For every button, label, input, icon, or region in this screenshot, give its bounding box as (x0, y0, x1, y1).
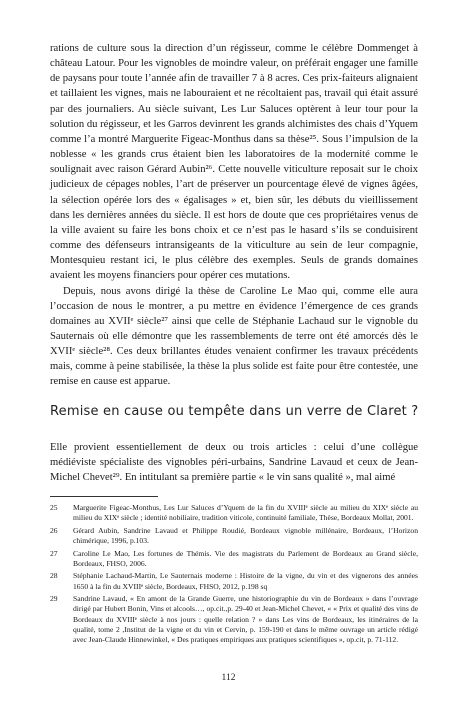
footnote-number: 27 (50, 548, 58, 558)
footnote-text: Sandrine Lavaud, « En amont de la Grande Guerre, une historiographie du vin de Bordeaux » dans l’ouvrage dirigé par Hubert Bonin, Vins et alcools…, op.cit.,p. 29-40 et Jean-Michel Chevet, « « Prix et qualité des vins de Bordeaux du XVIIIᵉ siècle à nos jours : quelle relation ? » dans Les vins de Bordeaux, les itinéraires de la qualité, tome 2 ,Institut de la vigne et du vin et Cervin, p. 159-190 et dans le même ouvrage un article rédigé avec Jean-Claude Hinnewinkel, « Des pratiques empiriques aux pratiques scientifiques », op.cit, p. 71-112. (73, 594, 418, 645)
footnote-text: Caroline Le Mao, Les fortunes de Thémis. Vie des magistrats du Parlement de Bordeaux au Grand siècle, Bordeaux, FHSO, 2006. (73, 548, 418, 568)
footnote (50, 503, 418, 524)
footnote-number: 25 (50, 503, 58, 512)
footnote (50, 526, 418, 547)
body-text (50, 41, 418, 390)
footnotes (50, 503, 418, 648)
footnote (50, 571, 418, 592)
footnote (50, 549, 418, 570)
footnote-number: 28 (50, 571, 58, 581)
paragraph: Elle provient essentiellement de deux ou trois articles : celui d’une collègue médiéviste spécialiste des vignobles péri-urbains, Sandrine Lavaud et ceux de Jean-Michel Chevet²⁹. En intitulant sa première partie « le vin sans qualité », mal aimé (50, 442, 418, 484)
footnote-rule (50, 496, 158, 497)
footnote-text: Gérard Aubin, Sandrine Lavaud et Philippe Roudié, Bordeaux vignoble millénaire, Bordeaux, l’Horizon chimérique, 1996, p.103. (73, 525, 418, 546)
body-text-continued (50, 440, 418, 485)
footnote (50, 594, 418, 645)
footnote-text: Marguerite Figeac-Monthus, Les Lur Saluces d’Yquem de la fin du XVIIIᵉ siècle au milieu du XIXᵉ siècle au milieu du XIXᵉ siècle ; identité nobiliaire, tradition viticole, continuité familiale, Thèse, Bordeaux Mollat, 2001. (73, 503, 418, 523)
footnote-number: 26 (50, 525, 58, 535)
section-heading: Remise en cause ou tempête dans un verre de Claret ? (50, 404, 419, 419)
footnote-text: Stéphanie Lachaud-Martin, Le Sauternais moderne : Histoire de la vigne, du vin et des vignerons des années 1650 à la fin du XVIIIᵉ siècle, Bordeaux, FHSO, 2012, p.198 sq (73, 571, 418, 591)
footnote-number: 29 (50, 594, 58, 604)
page-number: 112 (221, 673, 236, 683)
paragraph: rations de culture sous la direction d’un régisseur, comme le célèbre Dommenget à château Latour. Pour les vignobles de moindre valeur, on préférait engager une famille de paysans pour toute l’année afin de travailler 7 à 8 acres. Ces prix-faiteurs alignaient et taillaient les vignes, mais ne labouraient et ne récoltaient pas, travail qui était assuré par des journaliers. Au siècle suivant, Les Lur Saluces optèrent à leur tour pour la solution du régisseur, et les Garros devinrent les grands alchimistes des chais d’Yquem comme l’a montré Marguerite Figeac-Monthus dans sa thèse²⁵. Sous l’impulsion de la noblesse « les grands crus étaient bien les laboratoires de la modernité comme le soulignait avec raison Gérard Aubin²⁶. Cette nouvelle viticulture reposait sur le choix judicieux de cépages nobles, l’art de préserver un pourcentage élevé de vignes âgées, la sélection opérée lors des « égalisages » et, bien sûr, les débuts du vieillissement dans les dernières années du siècle. Il est hors de doute que ces propriétaires venus de la ville avaient su faire les bons choix et ce n’est pas le hasard s’ils se conduisirent comme des défenseurs intransigeants de la viticulture au sein de leur compagnie, Montesquieu restant ici, le plus célèbre des exemples. Seuls de grands domaines avaient les moyens financiers pour opérer ces mutations. (50, 43, 418, 282)
paragraph: Depuis, nous avons dirigé la thèse de Caroline Le Mao qui, comme elle aura l’occasion de nous le montrer, a pu mettre en évidence l’émergence de ces grands domaines au XVIIᵉ siècle²⁷ ainsi que celle de Stéphanie Lachaud sur le vignoble du Sauternais où elle démontre que les rassemblements de terre ont été amorcés dès le XVIIᵉ siècle²⁸. Ces deux brillantes études venaient confirmer les travaux précédents mais, comme à peine stabilisée, la thèse la plus solide est faite pour être contestée, une remise en cause est apparue. (50, 285, 418, 388)
